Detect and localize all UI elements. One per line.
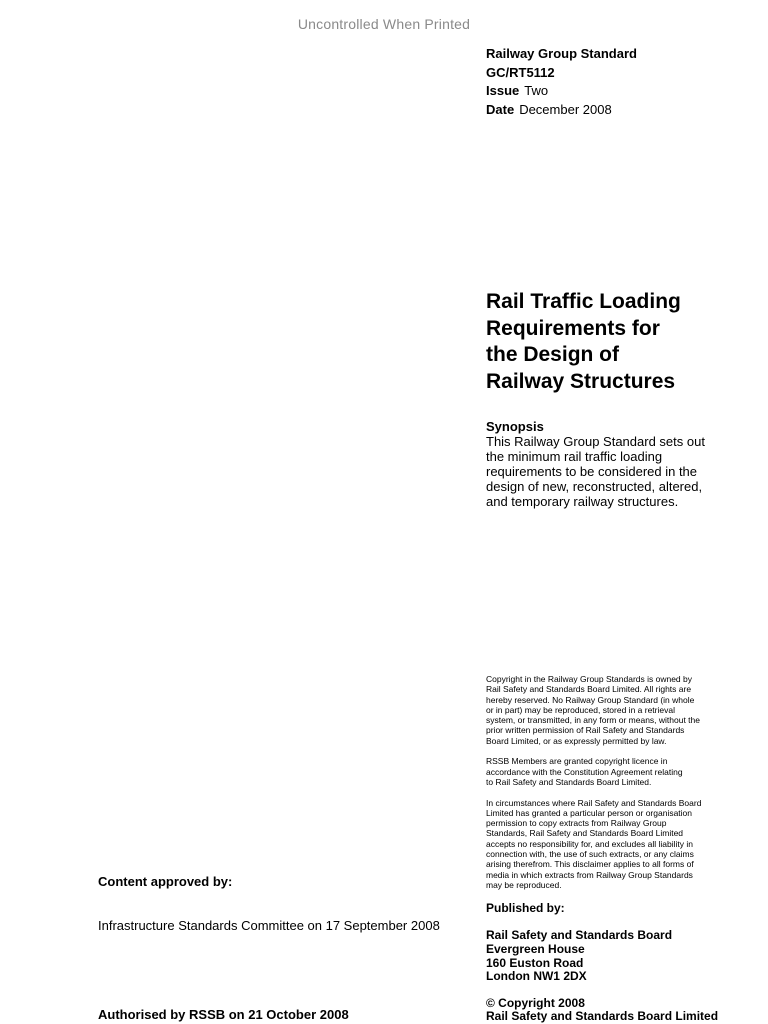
standard-type: Railway Group Standard [486,46,637,61]
synopsis-line: design of new, reconstructed, altered, [486,479,703,494]
synopsis-line: and temporary railway structures. [486,494,679,509]
document-header [486,45,637,119]
issue-value: Two [524,83,549,98]
disclaimer-line: Limited has granted a particular person or organisation [486,807,693,818]
publisher-address-line: Evergreen House [486,941,585,956]
document-title [486,289,756,395]
copyright-notice [486,674,726,901]
licence-paragraph [486,756,726,787]
disclaimer-line: arising therefrom. This disclaimer applies to all forms of [486,859,694,870]
disclaimer-line: In circumstances where Rail Safety and Standards Board [486,797,702,808]
synopsis-line: This Railway Group Standard sets out [486,434,705,449]
disclaimer-line: media in which extracts from Railway Group Standards [486,869,693,880]
synopsis-line: requirements to be considered in the [486,464,698,479]
copyright-line: hereby reserved. No Railway Group Standard (in whole [486,694,695,705]
date-value: December 2008 [519,101,612,117]
synopsis-section [486,419,736,509]
approving-committee: Infrastructure Standards Committee on 17 September 2008 [98,918,440,933]
disclaimer-line: may be reproduced. [486,879,562,890]
copyright-line: prior written permission of Rail Safety and Standards [486,725,685,736]
copyright-holder: Rail Safety and Standards Board Limited [486,1009,719,1024]
copyright-line: system, or transmitted, in any form or means, without the [486,715,700,726]
disclaimer-line: accepts no responsibility for, and excludes all liability in [486,838,693,849]
copyright-year: © Copyright 2008 [486,995,585,1010]
synopsis-line: the minimum rail traffic loading [486,449,663,464]
title-line: Railway Structures [486,369,676,393]
issue-label: Issue [486,83,520,98]
title-line: Rail Traffic Loading [486,290,681,313]
title-line: the Design of [486,343,620,366]
document-number: GC/RT5112 [486,64,555,80]
disclaimer-line: permission to copy extracts from Railway Group [486,818,667,829]
publisher-address-line: 160 Euston Road [486,955,584,970]
licence-line: to Rail Safety and Standards Board Limited. [486,776,652,787]
disclaimer-line: Standards, Rail Safety and Standards Board Limited [486,828,684,839]
uncontrolled-watermark: Uncontrolled When Printed [297,16,471,32]
authorisation-statement: Authorised by RSSB on 21 October 2008 [98,1007,349,1022]
date-label: Date [486,101,515,117]
publisher-address-line: London NW1 2DX [486,969,587,984]
copyright-paragraph [486,674,726,746]
disclaimer-line: connection with, the use of such extracts, or any claims [486,849,694,860]
copyright-line: Board Limited, or as expressly permitted by law. [486,735,667,746]
content-approved-label: Content approved by: [98,874,233,889]
issue-row [486,82,637,101]
copyright-line: Rail Safety and Standards Board Limited. All rights are [486,684,692,695]
synopsis-heading: Synopsis [486,419,544,434]
licence-line: RSSB Members are granted copyright licence in [486,756,668,767]
publisher-address-line: Rail Safety and Standards Board [486,928,673,943]
copyright-line: Copyright in the Railway Group Standards is owned by [486,674,692,684]
date-row [486,101,637,120]
disclaimer-paragraph [486,798,726,891]
copyright-line: or in part) may be reproduced, stored in a retrieval [486,704,675,715]
synopsis-body [486,434,736,509]
publisher-block [486,902,718,1024]
licence-line: accordance with the Constitution Agreement relating [486,766,683,777]
title-line: Requirements for [486,316,660,340]
published-by-label: Published by: [486,901,565,915]
